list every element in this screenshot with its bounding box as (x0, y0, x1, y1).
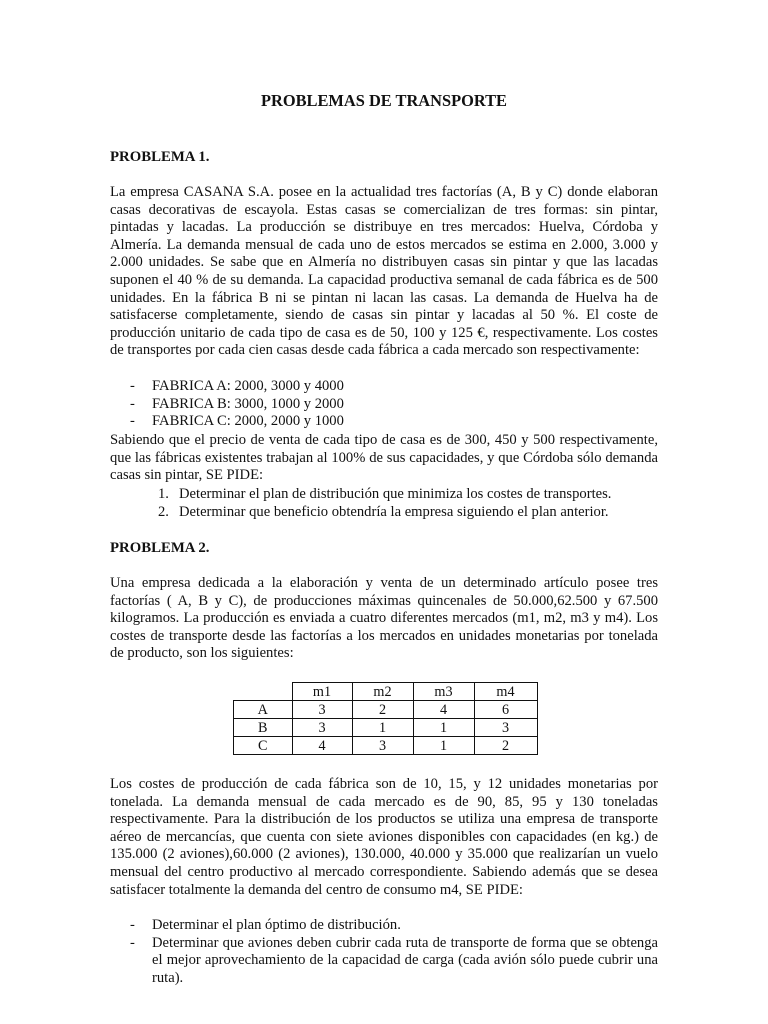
table-cell: 4 (413, 701, 474, 719)
table-cell: 4 (292, 737, 352, 755)
table-row-label: B (234, 719, 293, 737)
table-row-label: A (234, 701, 293, 719)
problem-1-factory-list (110, 378, 658, 431)
table-header-cell: m3 (413, 683, 474, 701)
problem-2-intro: Una empresa dedicada a la elaboración y venta de un determinado artículo posee tres factorías ( A, B y C), de producciones máximas quincenales de 50.000,62.500 y 67.500 kilogramos. La producción es enviada a cuatro diferentes mercados (m1, m2, m3 y m4). Los costes de transporte desde las factorías a los mercados en unidades monetarias por tonelada de producto, son los siguientes: (110, 575, 658, 662)
transport-cost-table (233, 682, 538, 755)
table-header-cell: m1 (292, 683, 352, 701)
list-item: - FABRICA C: 2000, 2000 y 1000 (110, 413, 658, 431)
table-row-label: C (234, 737, 293, 755)
table-row (234, 719, 538, 737)
list-number: 2. (158, 503, 169, 520)
list-item: - FABRICA A: 2000, 3000 y 4000 (110, 378, 658, 396)
table-corner-cell (234, 683, 293, 701)
table-header-row (234, 683, 538, 701)
table-row (234, 701, 538, 719)
table-cell: 1 (352, 719, 413, 737)
table-header-cell: m2 (352, 683, 413, 701)
list-item: - Determinar que aviones deben cubrir cada ruta de transporte de forma que se obtenga el mejor aprovechamiento de la capacidad de carga (cada avión sólo puede cubrir una ruta). (110, 935, 658, 988)
table-cell: 3 (292, 719, 352, 737)
list-number: 1. (158, 486, 169, 502)
table-cell: 3 (474, 719, 537, 737)
document-title: PROBLEMAS DE TRANSPORTE (261, 91, 507, 110)
list-item (110, 504, 670, 522)
list-item: - FABRICA B: 3000, 1000 y 2000 (110, 396, 658, 414)
table-cell: 3 (352, 737, 413, 755)
problem-2-body: Los costes de producción de cada fábrica son de 10, 15, y 12 unidades monetarias por tonelada. La demanda mensual de cada mercado es de 90, 85, 95 y 130 toneladas respectivamente. Para la distribución de los productos se utiliza una empresa de transporte aéreo de mercancías, que cuenta con siete aviones disponibles con capacidades (en kg.) de 135.000 (2 aviones),60.000 (2 aviones), 130.000, 40.000 y 35.000 que realizarían un vuelo mensual del centro productivo al mercado correspondiente. Sabiendo además que se desea satisfacer totalmente la demanda del centro de consumo m4, SE PIDE: (110, 776, 658, 898)
problem-2-heading: PROBLEMA 2. (110, 540, 210, 556)
list-item (110, 486, 670, 504)
table-cell: 2 (474, 737, 537, 755)
table-cell: 1 (413, 719, 474, 737)
problem-1-task-list (110, 486, 670, 521)
table-cell: 1 (413, 737, 474, 755)
problem-2-task-list (110, 917, 658, 987)
table-cell: 6 (474, 701, 537, 719)
list-text: Determinar el plan de distribución que minimiza los costes de transportes. (179, 486, 612, 502)
table-cell: 3 (292, 701, 352, 719)
table-header-cell: m4 (474, 683, 537, 701)
problem-1-heading: PROBLEMA 1. (110, 149, 210, 165)
problem-1-intro: La empresa CASANA S.A. posee en la actualidad tres factorías (A, B y C) donde elaboran casas decorativas de escayola. Estas casas se comercializan de tres formas: sin pintar, pintadas y lacadas. La producción se distribuye en tres mercados: Huelva, Córdoba y Almería. La demanda mensual de cada uno de estos mercados se estima en 2.000, 3.000 y 2.000 unidades. Se sabe que en Almería no distribuyen casas sin pintar y que las lacadas suponen el 40 % de su demanda. La capacidad productiva semanal de cada fábrica es de 500 unidades. En la fábrica B ni se pintan ni lacan las casas. La demanda de Huelva ha de satisfacerse completamente, siendo de casas sin pintar y lacadas al 50 %. El coste de producción unitario de cada tipo de casa es de 50, 100 y 125 €, respectivamente. Los costes de transportes por cada cien casas desde cada fábrica a cada mercado son respectivamente: (110, 184, 658, 359)
list-item: - Determinar el plan óptimo de distribución. (110, 917, 658, 935)
table-row (234, 737, 538, 755)
problem-1-body: Sabiendo que el precio de venta de cada tipo de casa es de 300, 450 y 500 respectivamente, que las fábricas existentes trabajan al 100% de sus capacidades, y que Córdoba sólo demanda casas sin pintar, SE PIDE: (110, 432, 658, 484)
table-cell: 2 (352, 701, 413, 719)
list-text: Determinar que beneficio obtendría la empresa siguiendo el plan anterior. (179, 503, 609, 520)
